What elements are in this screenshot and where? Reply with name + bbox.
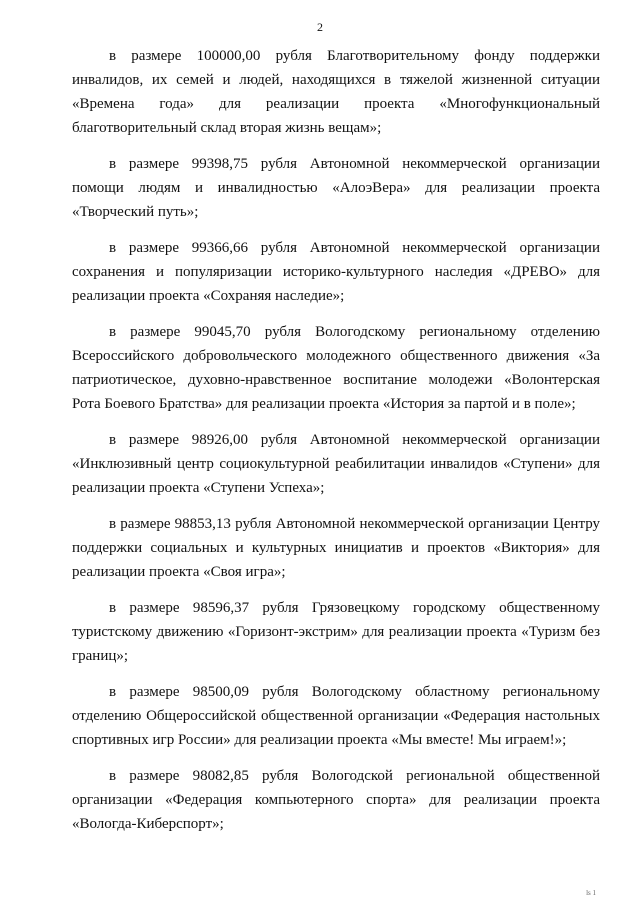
paragraph-8: в размере 98500,09 рубля Вологодскому областному региональному отделению Общероссийской общественной организации «Федерация настольных спортивных игр России» для реализации проекта «Мы вместе! Мы играем!»; [72,684,600,748]
paragraph-9: в размере 98082,85 рубля Вологодской региональной общественной организации «Федерация компьютерного спорта» для реализации проекта «Вологда-Киберспорт»; [72,768,600,832]
paragraph-5: в размере 98926,00 рубля Автономной некоммерческой организации «Инклюзивный центр социокультурной реабилитации инвалидов «Ступени» для реализации проекта «Ступени Успеха»; [72,432,600,496]
paragraph-7: в размере 98596,37 рубля Грязовецкому городскому общественному туристскому движению «Горизонт-экстрим» для реализации проекта «Туризм без границ»; [72,600,600,664]
document-body [72,44,600,848]
paragraph-2: в размере 99398,75 рубля Автономной некоммерческой организации помощи людям и инвалидностью «АлоэВера» для реализации проекта «Творческий путь»; [72,156,600,220]
paragraph-1: в размере 100000,00 рубля Благотворительному фонду поддержки инвалидов, их семей и людей, находящихся в тяжелой жизненной ситуации «Времена года» для реализации проекта «Многофункциональный благотворительный склад вторая жизнь вещам»; [72,48,600,136]
paragraph-4: в размере 99045,70 рубля Вологодскому региональному отделению Всероссийского добровольческого молодежного общественного движения «За патриотическое, духовно-нравственное воспитание молодежи «Волонтерская Рота Боевого Братства» для реализации проекта «История за партой и в поле»; [72,324,600,412]
paragraph-3: в размере 99366,66 рубля Автономной некоммерческой организации сохранения и популяризации историко-культурного наследия «ДРЕВО» для реализации проекта «Сохраняя наследие»; [72,240,600,304]
paragraph-6: в размере 98853,13 рубля Автономной некоммерческой организации Центру поддержки социальных и культурных инициатив и проектов «Виктория» для реализации проекта «Своя игра»; [72,516,600,580]
footer-mark: ls 1 [586,889,596,897]
page-number: 2 [317,20,323,34]
